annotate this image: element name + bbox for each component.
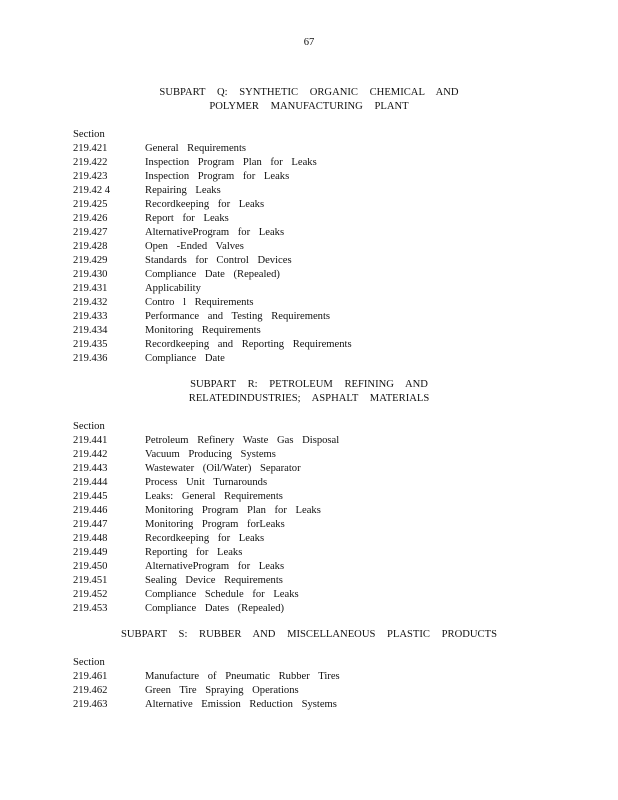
section-number: 219.426 [73,213,108,224]
section-title: Green Tire Spraying Operations [145,685,299,696]
section-title: Leaks: General Requirements [145,491,283,502]
section-title: AlternativeProgram for Leaks [145,227,285,238]
section-number: 219.430 [73,269,108,280]
section-number: 219.443 [73,463,108,474]
section-row [73,184,221,198]
section-title: Alternative Emission Reduction Systems [145,699,337,710]
section-row [73,670,340,684]
section-number: 219.422 [73,157,108,168]
subpart-r-heading-line2: RELATEDINDUSTRIES; ASPHALT MATERIALS [188,393,430,404]
section-row [73,352,225,366]
section-row [73,504,321,518]
section-row [73,310,330,324]
section-title: Process Unit Turnarounds [145,477,268,488]
section-title: Repairing Leaks [145,185,221,196]
section-number: 219.462 [73,685,108,696]
section-row [73,698,337,712]
section-number: 219.441 [73,435,108,446]
section-title: Reporting for Leaks [145,547,243,558]
section-number: 219.445 [73,491,108,502]
section-title: Report for Leaks [145,213,229,224]
section-row [73,338,352,352]
section-number: 219.435 [73,339,108,350]
section-title: Recordkeeping for Leaks [145,199,265,210]
section-title: Compliance Date (Repealed) [145,269,280,280]
section-number: 219.429 [73,255,108,266]
subpart-s-section-label: Section [73,657,105,668]
section-row [73,254,292,268]
section-row [73,574,283,588]
section-row [73,546,242,560]
section-title: Sealing Device Requirements [145,575,283,586]
section-row [73,324,261,338]
section-title: Inspection Program for Leaks [145,171,290,182]
section-row [73,240,244,254]
section-number: 219.463 [73,699,108,710]
section-title: Monitoring Program forLeaks [145,519,285,530]
section-title: Performance and Testing Requirements [145,311,331,322]
section-title: AlternativeProgram for Leaks [145,561,285,572]
section-title: Manufacture of Pneumatic Rubber Tires [145,671,340,682]
section-row [73,462,301,476]
section-title: Petroleum Refinery Waste Gas Disposal [145,435,340,446]
section-number: 219.431 [73,283,108,294]
section-row [73,476,267,490]
section-number: 219.425 [73,199,108,210]
section-number: 219.434 [73,325,108,336]
subpart-q-section-label: Section [73,129,105,140]
section-title: Vacuum Producing Systems [145,449,276,460]
section-number: 219.452 [73,589,108,600]
section-row [73,434,339,448]
section-number: 219.451 [73,575,108,586]
section-number: 219.423 [73,171,108,182]
section-title: Applicability [145,283,201,294]
section-number: 219.436 [73,353,108,364]
section-number: 219.433 [73,311,108,322]
section-row [73,560,284,574]
section-number: 219.444 [73,477,108,488]
section-title: Compliance Date [145,353,225,364]
section-row [73,226,284,240]
section-row [73,532,264,546]
page-number: 67 [303,37,315,48]
section-title: Open -Ended Valves [145,241,244,252]
section-row [73,296,254,310]
section-title: Recordkeeping and Reporting Requirements [145,339,352,350]
section-row [73,588,299,602]
section-title: General Requirements [145,143,247,154]
section-title: Inspection Program Plan for Leaks [145,157,317,168]
section-title: Recordkeeping for Leaks [145,533,265,544]
section-row [73,156,317,170]
section-number: 219.453 [73,603,108,614]
section-row [73,212,229,226]
section-number: 219.427 [73,227,108,238]
section-row [73,490,283,504]
section-title: Compliance Schedule for Leaks [145,589,299,600]
section-title: Compliance Dates (Repealed) [145,603,285,614]
section-number: 219.449 [73,547,108,558]
section-title: Monitoring Program Plan for Leaks [145,505,321,516]
section-title: Contro l Requirements [145,297,254,308]
section-row [73,198,264,212]
section-row [73,170,289,184]
section-number: 219.442 [73,449,108,460]
section-title: Monitoring Requirements [145,325,261,336]
subpart-q-heading-line1: SUBPART Q: SYNTHETIC ORGANIC CHEMICAL AND [159,87,459,98]
subpart-q-heading-line2: POLYMER MANUFACTURING PLANT [209,101,409,112]
section-row [73,282,201,296]
section-row [73,602,284,616]
section-number: 219.446 [73,505,108,516]
subpart-r-section-label: Section [73,421,105,432]
section-title: Standards for Control Devices [145,255,292,266]
section-row [73,448,276,462]
section-title: Wastewater (Oil/Water) Separator [145,463,301,474]
section-number: 219.42 4 [73,185,111,196]
section-row [73,518,285,532]
section-row [73,142,246,156]
section-number: 219.432 [73,297,108,308]
subpart-s-heading: SUBPART S: RUBBER AND MISCELLANEOUS PLASTIC PRODUCTS [121,629,497,640]
section-number: 219.448 [73,533,108,544]
section-row [73,684,299,698]
section-number: 219.447 [73,519,108,530]
subpart-r-heading-line1: SUBPART R: PETROLEUM REFINING AND [190,379,428,390]
section-number: 219.450 [73,561,108,572]
section-number: 219.461 [73,671,108,682]
section-row [73,268,280,282]
section-number: 219.421 [73,143,108,154]
section-number: 219.428 [73,241,108,252]
